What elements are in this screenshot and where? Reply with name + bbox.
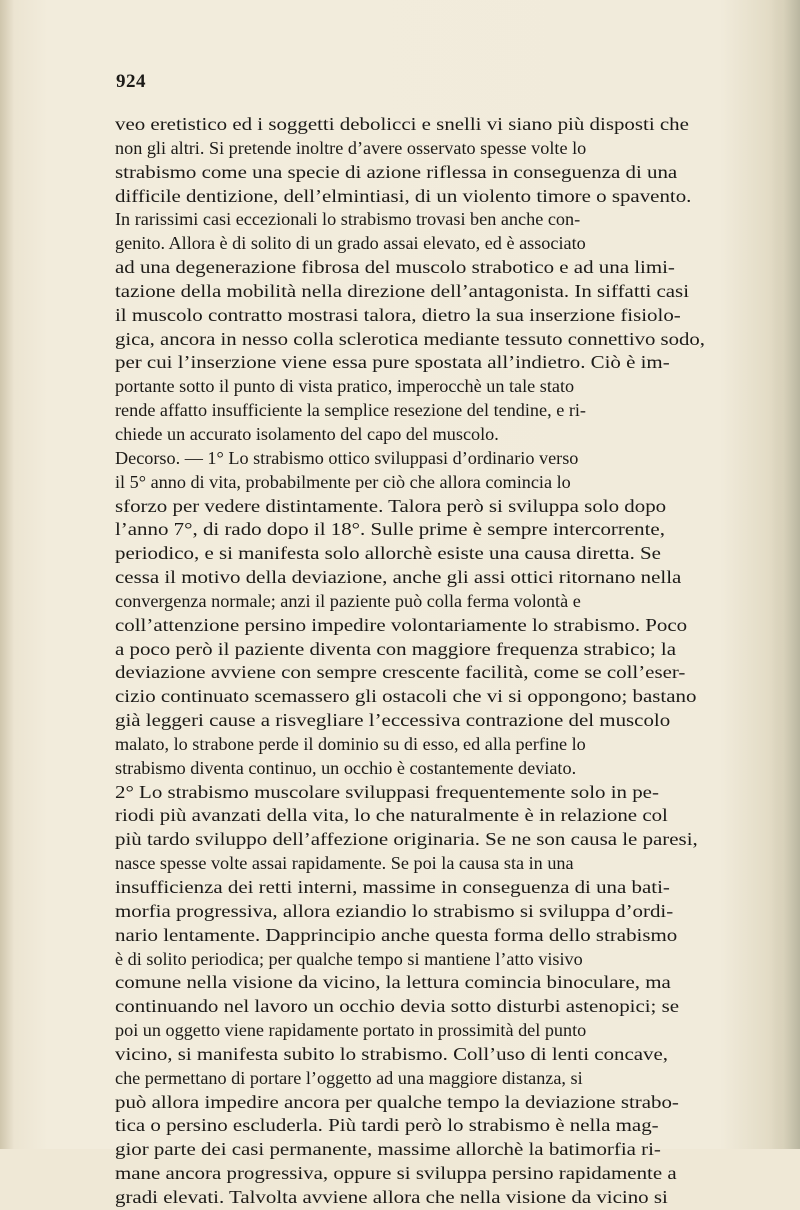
text-line: a poco però il paziente diventa con maggiore frequenza strabico; la <box>115 638 676 659</box>
text-line: strabismo come una specie di azione riflessa in conseguenza di una <box>115 161 678 182</box>
text-line: genito. Allora è di solito di un grado assai elevato, ed è associato <box>115 233 586 254</box>
text-line: è di solito periodica; per qualche tempo si mantiene l’atto visivo <box>115 948 583 969</box>
text-line: coll’attenzione persino impedire volontariamente lo strabismo. Poco <box>115 614 688 635</box>
text-line: malato, lo strabone perde il dominio su di esso, ed alla perfine lo <box>115 733 586 754</box>
text-line: convergenza normale; anzi il paziente può colla ferma volontà e <box>115 590 581 611</box>
text-line: gradi elevati. Talvolta avviene allora che nella visione da vicino si <box>115 1186 668 1207</box>
text-line: nasce spesse volte assai rapidamente. Se poi la causa sta in una <box>115 853 574 874</box>
text-line: per cui l’inserzione viene essa pure spostata all’indietro. Ciò è im- <box>115 352 670 373</box>
text-line: gior parte dei casi permanente, massime allorchè la batimorfia ri- <box>115 1139 661 1160</box>
body-text <box>115 113 705 1210</box>
text-line: che permettano di portare l’oggetto ad una maggiore distanza, si <box>115 1067 583 1088</box>
text-line: tazione della mobilità nella direzione dell’antagonista. In siffatti casi <box>115 280 690 301</box>
text-line: non gli altri. Si pretende inoltre d’avere osservato spesse volte lo <box>115 137 587 158</box>
text-line: 2° Lo strabismo muscolare sviluppasi frequentemente solo in pe- <box>115 781 659 802</box>
text-line: deviazione avviene con sempre crescente facilità, come se coll’eser- <box>115 662 686 683</box>
text-line: poi un oggetto viene rapidamente portato in prossimità del punto <box>115 1020 587 1041</box>
text-line: nario lentamente. Dapprincipio anche questa forma dello strabismo <box>115 924 678 945</box>
text-line: già leggeri cause a risvegliare l’eccessiva contrazione del muscolo <box>115 710 671 731</box>
text-line: insufficienza dei retti interni, massime in conseguenza di una bati- <box>115 877 670 897</box>
text-line: cessa il motivo della deviazione, anche gli assi ottici ritornano nella <box>115 567 682 588</box>
text-line: gica, ancora in nesso colla sclerotica mediante tessuto connettivo sodo, <box>115 328 705 349</box>
text-line: il muscolo contratto mostrasi talora, dietro la sua inserzione fisiolo- <box>115 304 681 325</box>
text-line: cizio continuato scemassero gli ostacoli che vi si oppongono; bastano <box>115 686 697 707</box>
text-line: strabismo diventa continuo, un occhio è costantemente deviato. <box>115 757 577 778</box>
text-line: portante sotto il punto di vista pratico, imperocchè un tale stato <box>115 376 575 397</box>
text-line: mane ancora progressiva, oppure si sviluppa persino rapidamente a <box>115 1163 677 1184</box>
page-gutter-shadow <box>0 0 14 1149</box>
text-line: veo eretistico ed i soggetti debolicci e snelli vi siano più disposti che <box>115 114 689 134</box>
text-line: più tardo sviluppo dell’affezione originaria. Se ne son causa le paresi, <box>115 829 698 850</box>
text-line: chiede un accurato isolamento del capo del muscolo. <box>115 423 499 444</box>
text-line: vicino, si manifesta subito lo strabismo. Coll’uso di lenti concave, <box>115 1043 669 1064</box>
text-line: tica o persino escluderla. Più tardi però lo strabismo è nella mag- <box>115 1115 659 1136</box>
text-line: rende affatto insufficiente la semplice resezione del tendine, e ri- <box>115 400 586 421</box>
text-line: ad una degenerazione fibrosa del muscolo strabotico e ad una limi- <box>115 257 675 278</box>
text-line: può allora impedire ancora per qualche tempo la deviazione strabo- <box>115 1091 679 1112</box>
text-line: riodi più avanzati della vita, lo che naturalmente è in relazione col <box>115 805 668 826</box>
text-line: In rarissimi casi eccezionali lo strabismo trovasi ben anche con- <box>115 209 581 230</box>
text-line: Decorso. — 1° Lo strabismo ottico sviluppasi d’ordinario verso <box>115 447 579 468</box>
text-line: periodico, e si manifesta solo allorchè esiste una causa diretta. Se <box>115 543 661 564</box>
text-line: difficile dentizione, dell’elmintiasi, di un violento timore o spavento. <box>115 185 692 206</box>
text-line: comune nella visione da vicino, la lettura comincia binoculare, ma <box>115 972 671 993</box>
text-line: l’anno 7°, di rado dopo il 18°. Sulle prime è sempre intercorrente, <box>115 519 665 540</box>
text-line: sforzo per vedere distintamente. Talora però si sviluppa solo dopo <box>115 495 667 516</box>
text-line: continuando nel lavoro un occhio devia sotto disturbi astenopici; se <box>115 996 680 1017</box>
text-line: il 5° anno di vita, probabilmente per ciò che allora comincia lo <box>115 471 571 492</box>
page-number: 924 <box>116 71 146 92</box>
text-line: morfia progressiva, allora eziandio lo strabismo si sviluppa d’ordi- <box>115 900 674 921</box>
